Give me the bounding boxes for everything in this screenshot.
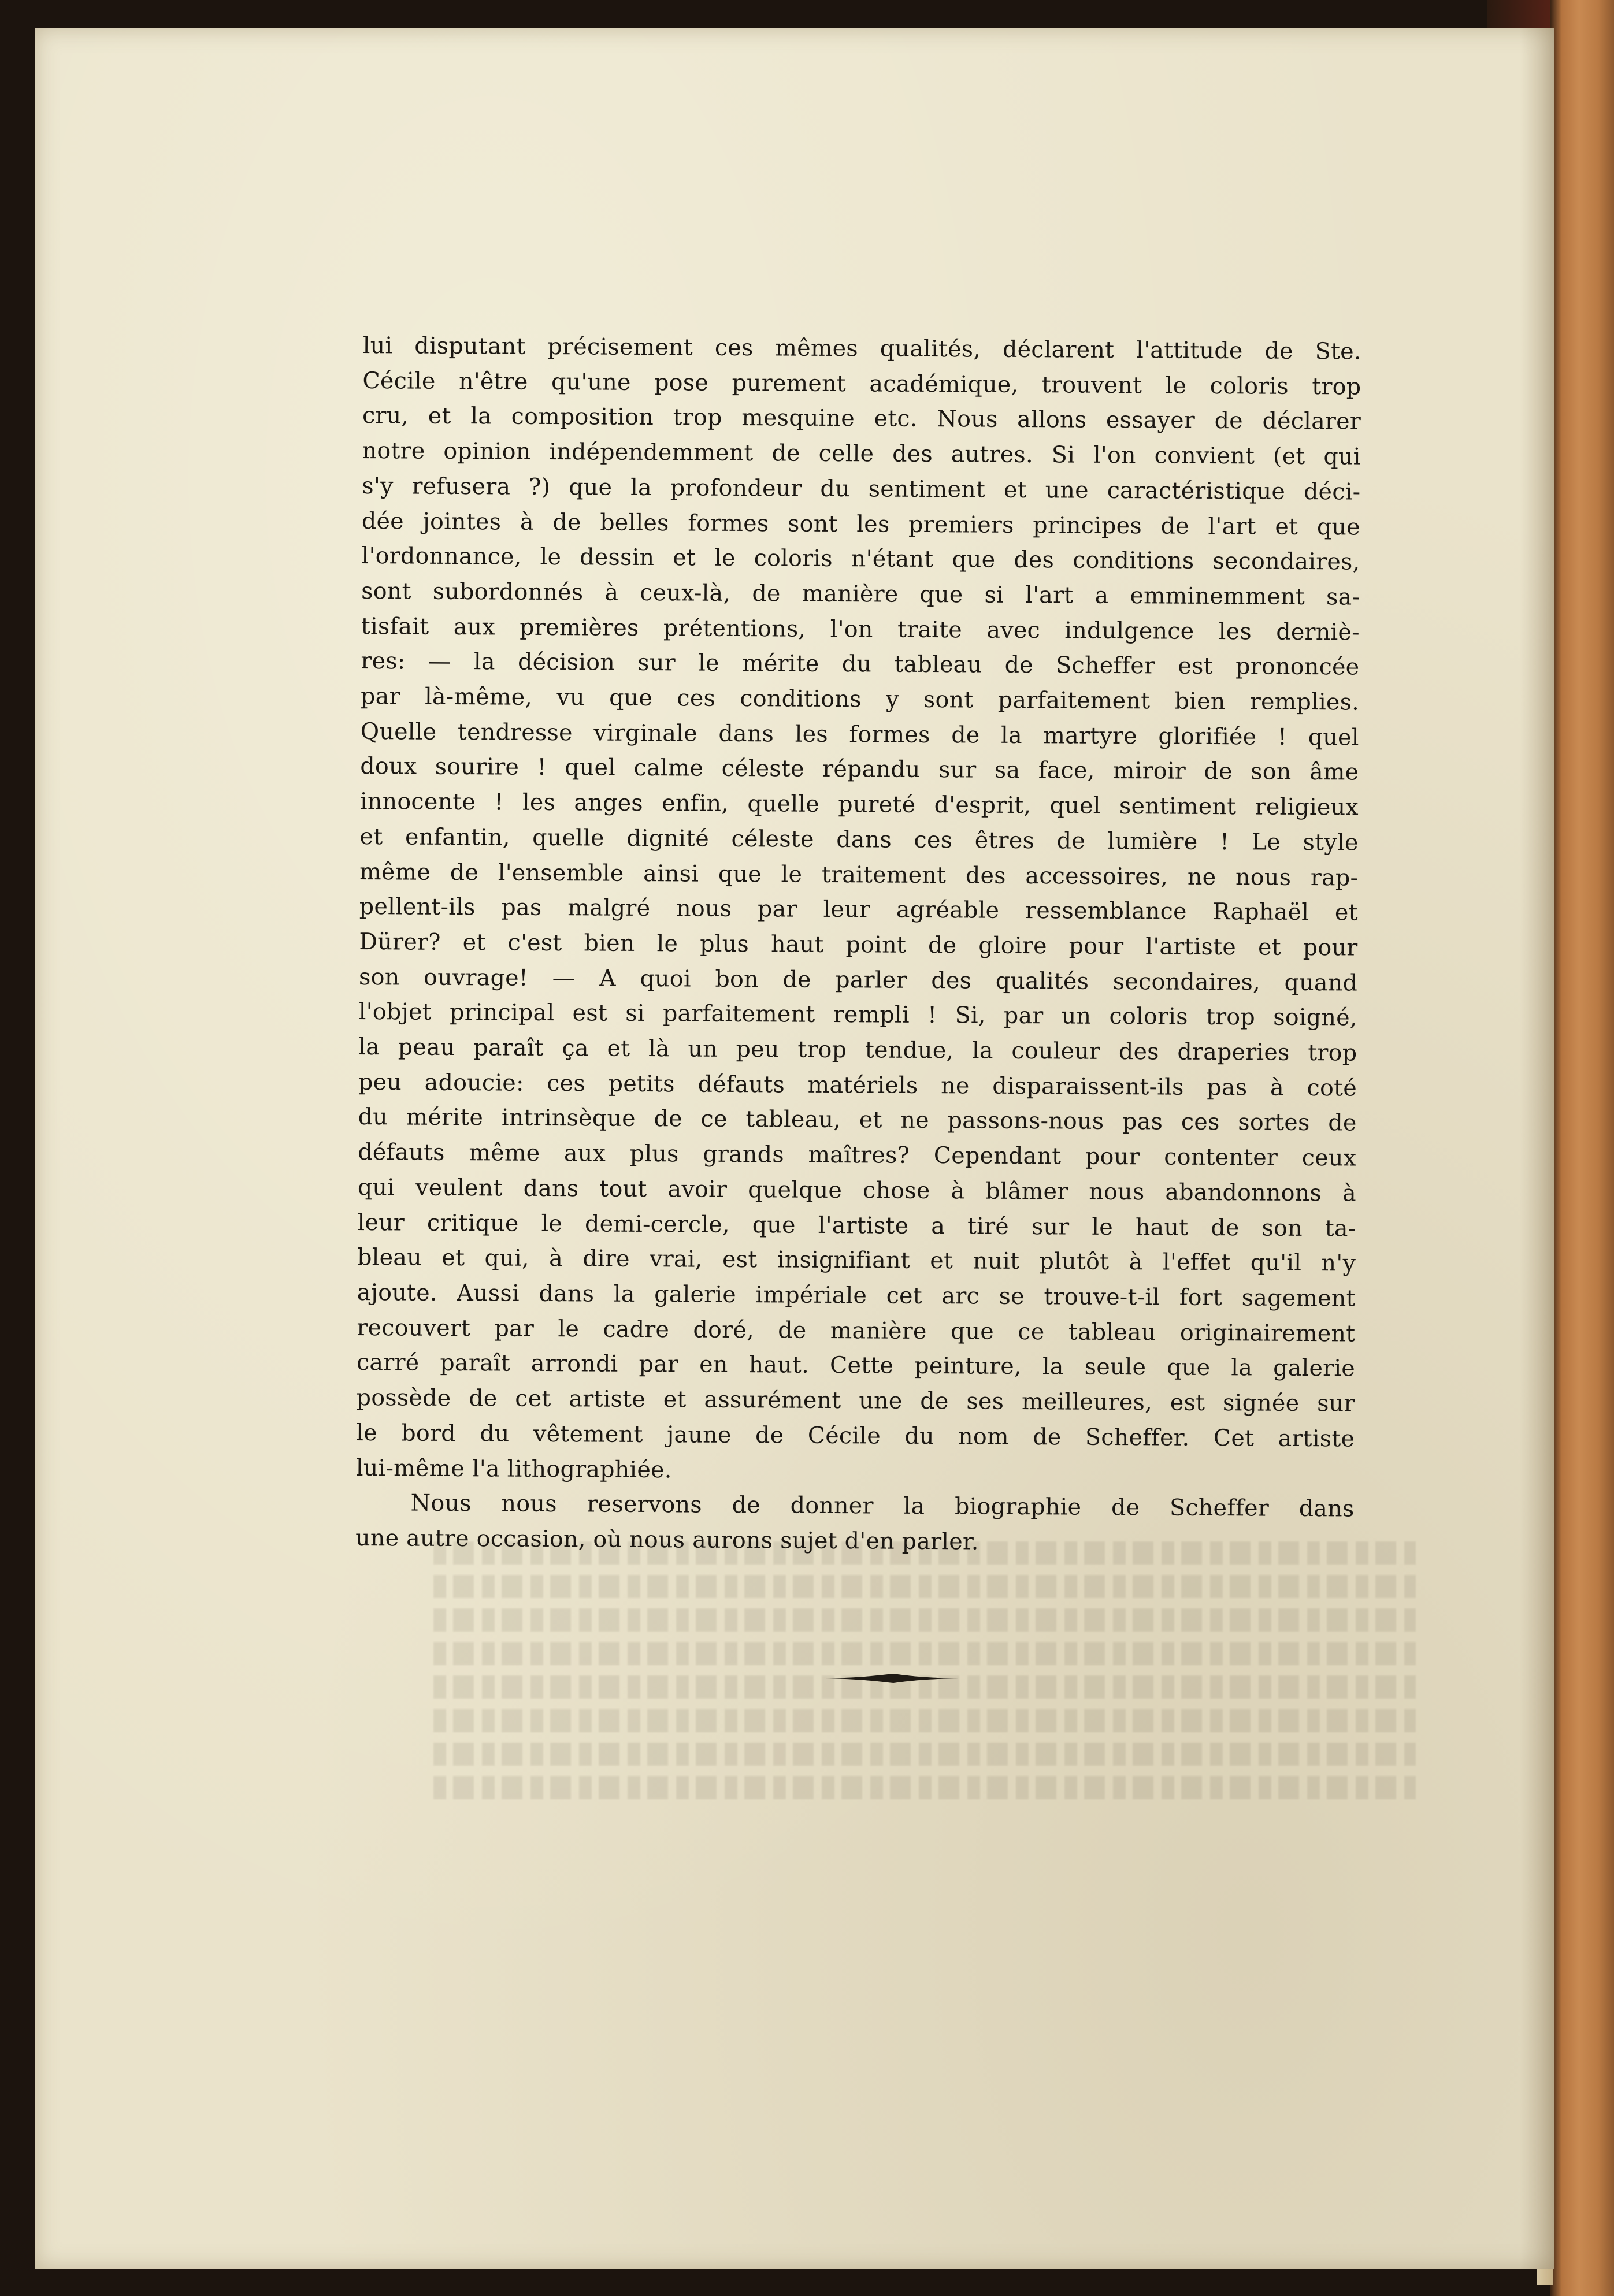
text-line: ajoute. Aussi dans la galerie impériale cet arc se trouve-t-il fort sagement bbox=[357, 1279, 1356, 1312]
text-line: doux sourire ! quel calme céleste répandu sur sa face, miroir de son âme bbox=[360, 753, 1359, 786]
page-gutter-shadow bbox=[1520, 28, 1554, 2269]
text-line: sont subordonnés à ceux-là, de manière que si l'art a emminemment sa- bbox=[361, 577, 1360, 611]
text-line: et enfantin, quelle dignité céleste dans ces êtres de lumière ! Le style bbox=[359, 823, 1359, 856]
text-line: Nous nous reservons de donner la biographie de Scheffer dans bbox=[410, 1489, 1355, 1522]
text-line: Cécile n'être qu'une pose purement académique, trouvent le coloris trop bbox=[362, 367, 1361, 400]
text-line: qui veulent dans tout avoir quelque chose à blâmer nous abandonnons à bbox=[357, 1173, 1357, 1207]
text-line: s'y refusera ?) que la profondeur du sentiment et une caractéristique déci- bbox=[362, 472, 1361, 506]
text-line: une autre occasion, où nous aurons sujet d'en parler. bbox=[355, 1524, 979, 1555]
text-line: leur critique le demi-cercle, que l'artiste a tiré sur le haut de son ta- bbox=[357, 1209, 1356, 1242]
text-line: innocente ! les anges enfin, quelle pureté d'esprit, quel sentiment religieux bbox=[359, 788, 1359, 821]
text-line: l'ordonnance, le dessin et le coloris n'étant que des conditions secondaires, bbox=[361, 543, 1360, 575]
text-line: pellent-ils pas malgré nous par leur agréable ressemblance Raphaël et bbox=[359, 893, 1358, 926]
text-line: l'objet principal est si parfaitement rempli ! Si, par un coloris trop soigné, bbox=[358, 998, 1357, 1031]
text-line: dée jointes à de belles formes sont les premiers principes de l'art et que bbox=[361, 507, 1361, 541]
text-line: même de l'ensemble ainsi que le traitement des accessoires, ne nous rap- bbox=[359, 858, 1359, 891]
text-line: carré paraît arrondi par en haut. Cette peinture, la seule que la galerie bbox=[356, 1349, 1356, 1382]
text-line: bleau et qui, à dire vrai, est insignifiant et nuit plutôt à l'effet qu'il n'y bbox=[357, 1244, 1356, 1277]
text-line: du mérite intrinsèque de ce tableau, et ne passons-nous pas ces sortes de bbox=[358, 1104, 1357, 1136]
text-line: lui-même l'a lithographiée. bbox=[355, 1454, 672, 1483]
text-line: recouvert par le cadre doré, de manière que ce tableau originairement bbox=[357, 1314, 1356, 1347]
text-line: tisfait aux premières prétentions, l'on traite avec indulgence les derniè- bbox=[361, 612, 1360, 646]
text-line: peu adoucie: ces petits défauts matériels ne disparaissent-ils pas à coté bbox=[358, 1068, 1357, 1102]
ornamental-rule bbox=[825, 1672, 958, 1685]
text-line: son ouvrage! — A quoi bon de parler des qualités secondaires, quand bbox=[359, 963, 1358, 997]
text-line: par là-même, vu que ces conditions y sont parfaitement bien remplies. bbox=[360, 683, 1360, 716]
text-line: notre opinion indépendemment de celle des autres. Si l'on convient (et qui bbox=[362, 437, 1361, 470]
text-line: défauts même aux plus grands maîtres? Cependant pour contenter ceux bbox=[358, 1139, 1357, 1172]
text-line: Dürer? et c'est bien le plus haut point de gloire pour l'artiste et pour bbox=[359, 928, 1358, 961]
body-text bbox=[355, 328, 1361, 1562]
text-line: le bord du vêtement jaune de Cécile du nom de Scheffer. Cet artiste bbox=[356, 1419, 1355, 1452]
reverse-side-show-through bbox=[433, 1541, 1416, 1842]
text-line: la peau paraît ça et là un peu trop tendue, la couleur des draperies trop bbox=[358, 1034, 1357, 1067]
text-line: possède de cet artiste et assurément une de ses meilleures, est signée sur bbox=[356, 1384, 1355, 1417]
text-line: cru, et la composition trop mesquine etc. Nous allons essayer de déclarer bbox=[362, 402, 1361, 435]
text-line: lui disputant précisement ces mêmes qualités, déclarent l'attitude de Ste. bbox=[362, 332, 1361, 365]
text-line: res: — la décision sur le mérite du tableau de Scheffer est prononcée bbox=[361, 648, 1360, 681]
text-line: Quelle tendresse virginale dans les formes de la martyre glorifiée ! quel bbox=[360, 718, 1359, 751]
book-binding-edge bbox=[1550, 0, 1614, 2296]
